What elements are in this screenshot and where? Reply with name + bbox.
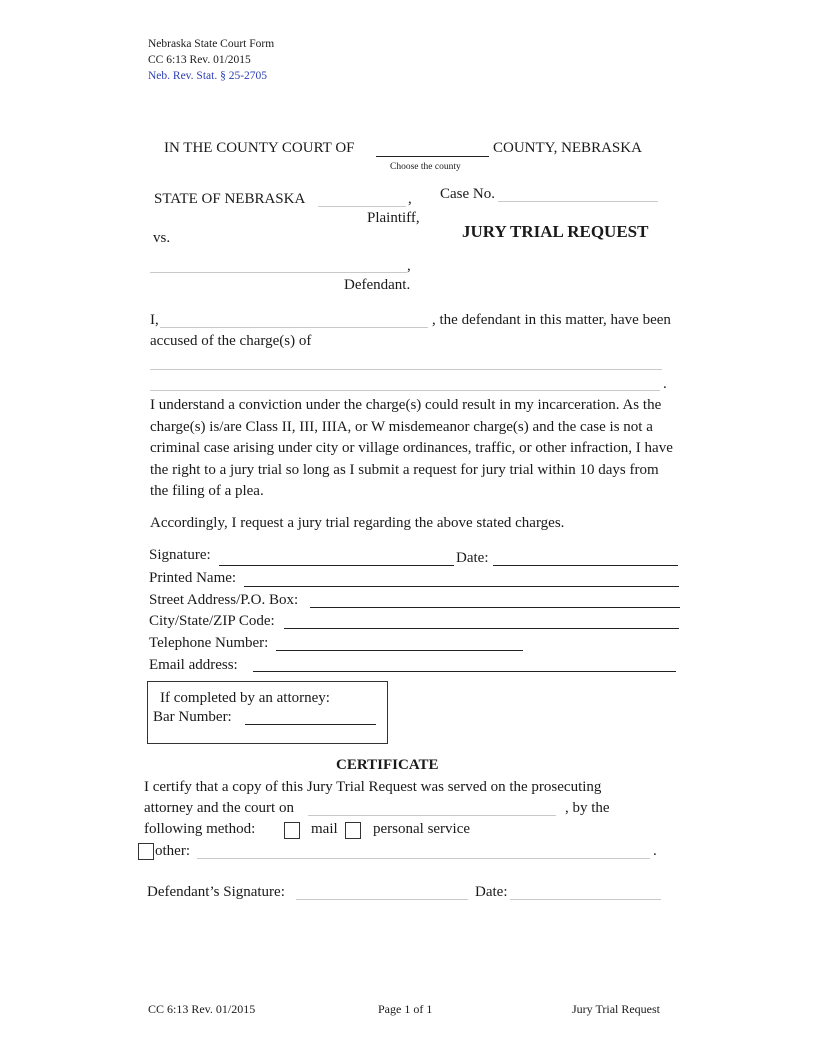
attorney-line: If completed by an attorney: xyxy=(160,690,330,706)
footer-page-number: Page 1 of 1 xyxy=(378,1002,433,1016)
city-state-zip-field[interactable] xyxy=(284,628,679,629)
county-hint: Choose the county xyxy=(390,162,461,172)
accused-line-tail: , the defendant in this matter, have been xyxy=(432,312,671,328)
telephone-field[interactable] xyxy=(276,650,523,651)
court-prefix: IN THE COUNTY COURT OF xyxy=(164,140,355,156)
accused-line-2: accused of the charge(s) of xyxy=(150,333,312,349)
email-label: Email address: xyxy=(149,657,238,673)
personal-service-checkbox[interactable] xyxy=(345,822,361,839)
plaintiff-name: STATE OF NEBRASKA xyxy=(154,191,306,207)
other-checkbox[interactable] xyxy=(138,843,154,860)
footer-form-id: CC 6:13 Rev. 01/2015 xyxy=(148,1002,256,1016)
method-label: following method: xyxy=(144,821,256,837)
email-field[interactable] xyxy=(253,671,676,672)
street-address-label: Street Address/P.O. Box: xyxy=(149,592,299,608)
case-no-field[interactable] xyxy=(498,201,658,202)
printed-name-field[interactable] xyxy=(244,586,679,587)
attorney-box xyxy=(147,681,388,744)
case-no-label: Case No. xyxy=(440,186,495,202)
signature-field[interactable] xyxy=(219,565,454,566)
certificate-line-2-suffix: , by the xyxy=(565,800,610,816)
defendant-self-name-field[interactable] xyxy=(160,327,428,328)
certificate-heading: CERTIFICATE xyxy=(336,757,439,773)
date-field[interactable] xyxy=(493,565,678,566)
other-label: other: xyxy=(155,843,190,859)
plaintiff-comma: , xyxy=(408,191,412,207)
certificate-date-label: Date: xyxy=(475,884,508,900)
street-address-field[interactable] xyxy=(310,607,680,608)
charges-field-1[interactable] xyxy=(150,369,662,370)
i-label: I, xyxy=(150,312,159,328)
understand-paragraph: I understand a conviction under the charge(s) could result in my incarceration. As the charge(s) is/are Class II, III, IIIA, or W misdemeanor charge(s) and the case is not a criminal case arising under city or village ordinances, traffic, or other infraction, I have the right to a jury trial so long as I submit a request for jury trial within 10 days from the filing of a plea. xyxy=(150,397,673,499)
date-label: Date: xyxy=(456,550,489,566)
plaintiff-field[interactable] xyxy=(318,206,406,207)
city-state-zip-label: City/State/ZIP Code: xyxy=(149,613,275,629)
bar-number-label: Bar Number: xyxy=(153,709,232,725)
printed-name-label: Printed Name: xyxy=(149,570,237,586)
plaintiff-label: Plaintiff, xyxy=(367,210,420,226)
other-method-field[interactable] xyxy=(197,858,650,859)
charges-period: . xyxy=(663,376,667,392)
bar-number-field[interactable] xyxy=(245,724,376,725)
telephone-label: Telephone Number: xyxy=(149,635,269,651)
document-title: JURY TRIAL REQUEST xyxy=(462,222,649,241)
defendant-label: Defendant. xyxy=(344,277,411,293)
certificate-date-field[interactable] xyxy=(510,899,661,900)
defendant-signature-label: Defendant’s Signature: xyxy=(147,884,285,900)
signature-label: Signature: xyxy=(149,547,211,563)
footer-title: Jury Trial Request xyxy=(572,1002,661,1016)
other-period: . xyxy=(653,843,657,859)
court-suffix: COUNTY, NEBRASKA xyxy=(493,140,642,156)
county-field[interactable] xyxy=(376,156,489,157)
charges-field-2[interactable] xyxy=(150,390,660,391)
personal-service-label: personal service xyxy=(373,821,471,837)
service-date-field[interactable] xyxy=(308,815,556,816)
certificate-line-2-prefix: attorney and the court on xyxy=(144,800,294,816)
defendant-signature-field[interactable] xyxy=(296,899,468,900)
certificate-line-1: I certify that a copy of this Jury Trial Request was served on the prosecuting xyxy=(144,779,602,795)
request-sentence: Accordingly, I request a jury trial regarding the above stated charges. xyxy=(150,515,565,531)
form-revision: CC 6:13 Rev. 01/2015 xyxy=(148,54,251,66)
versus-label: vs. xyxy=(153,230,171,246)
statute-link[interactable]: Neb. Rev. Stat. § 25-2705 xyxy=(148,70,268,82)
mail-label: mail xyxy=(311,821,338,837)
defendant-name-field[interactable] xyxy=(150,272,407,273)
defendant-comma: , xyxy=(407,258,411,274)
form-name: Nebraska State Court Form xyxy=(148,38,275,50)
mail-checkbox[interactable] xyxy=(284,822,300,839)
